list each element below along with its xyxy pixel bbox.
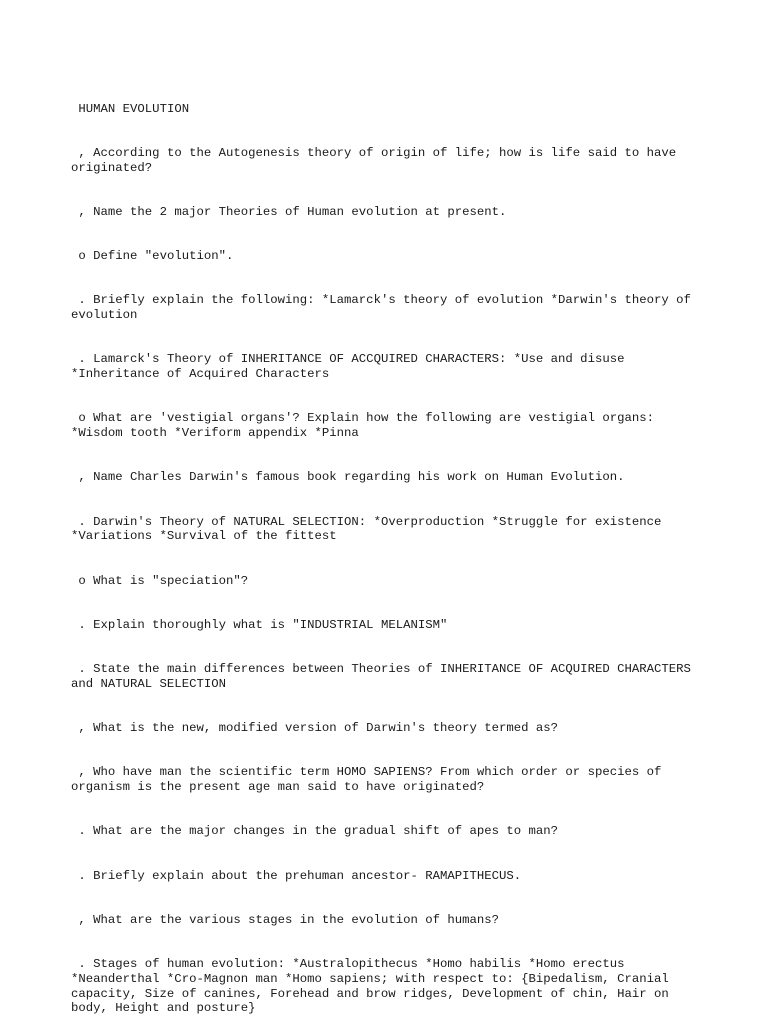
- question-line: o What are 'vestigial organs'? Explain how the following are vestigial organs: *Wisdom tooth *Veriform appendix *Pinna: [71, 411, 662, 440]
- question-line: . Explain thoroughly what is "INDUSTRIAL MELANISM": [71, 617, 448, 632]
- question-line: , According to the Autogenesis theory of origin of life; how is life said to have originated?: [71, 145, 684, 175]
- question-line: , Name the 2 major Theories of Human evolution at present.: [71, 204, 507, 219]
- question-line: . Lamarck's Theory of INHERITANCE OF ACCQUIRED CHARACTERS: *Use and disuse *Inheritance of Acquired Characters: [71, 352, 632, 381]
- question-line: . Briefly explain the following: *Lamarck's theory of evolution *Darwin's theory of evolution: [71, 293, 699, 322]
- document-body: [71, 72, 699, 1031]
- question-line: , Who have man the scientific term HOMO SAPIENS? From which order or species of organism is the present age man said to have originated?: [71, 765, 669, 794]
- question-line: . Darwin's Theory of NATURAL SELECTION: *Overproduction *Struggle for existence *Variations *Survival of the fittest: [71, 514, 669, 544]
- question-line: o Define "evolution".: [71, 249, 234, 263]
- question-line: , Name Charles Darwin's famous book regarding his work on Human Evolution.: [71, 470, 625, 485]
- question-line: . What are the major changes in the gradual shift of apes to man?: [71, 824, 559, 839]
- document-title: HUMAN EVOLUTION: [71, 101, 190, 116]
- question-line: . State the main differences between Theories of INHERITANCE OF ACQUIRED CHARACTERS and NATURAL SELECTION: [71, 662, 699, 691]
- question-line: , What are the various stages in the evolution of humans?: [71, 912, 500, 927]
- question-line: . Briefly explain about the prehuman ancestor- RAMAPITHECUS.: [71, 868, 522, 883]
- question-line: , What is the new, modified version of Darwin's theory termed as?: [71, 721, 559, 735]
- question-line: o What is "speciation"?: [71, 573, 249, 588]
- question-line: . Stages of human evolution: *Australopithecus *Homo habilis *Homo erectus *Neanderthal *Cro-Magnon man *Homo sapiens; with respect to: {Bipedalism, Cranial capacity, Size of canines, Forehead and brow ridges, Development of chin, Hair on body, Height and posture}: [71, 957, 677, 1016]
